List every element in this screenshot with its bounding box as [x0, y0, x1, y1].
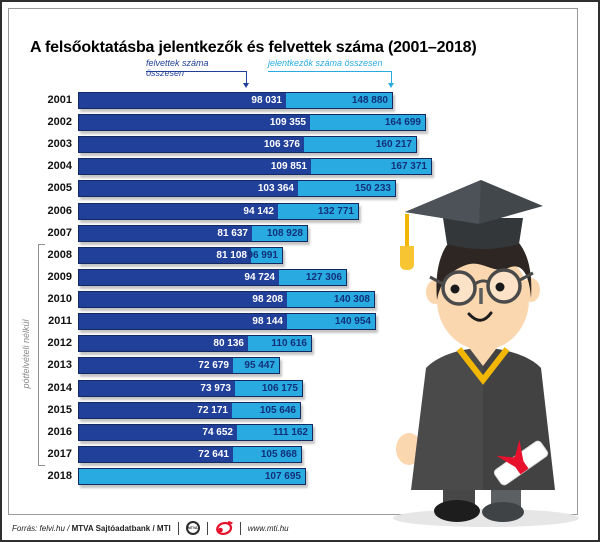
admitted-value: 109 355: [269, 117, 306, 128]
legend-applicants-label: jelentkezők száma összesen: [268, 58, 392, 72]
bar-chart: [8, 92, 448, 496]
year-label: 2016: [47, 426, 72, 438]
admitted-bar: [79, 181, 298, 196]
legend-admitted-arrowhead-icon: [243, 83, 249, 88]
applicants-bar: [78, 424, 313, 441]
admitted-value: 72 641: [198, 449, 229, 460]
applicants-value: 164 699: [384, 117, 421, 128]
admitted-value: 73 973: [200, 383, 231, 394]
applicants-value: 150 233: [354, 183, 391, 194]
admitted-value: 94 724: [244, 272, 275, 283]
applicants-value: 108 928: [266, 228, 303, 239]
chart-row: [8, 380, 303, 397]
admitted-bar: [79, 425, 237, 440]
chart-row: [8, 357, 280, 374]
chart-row: [8, 225, 308, 242]
footer-divider: [207, 522, 208, 535]
year-label: 2012: [47, 337, 72, 349]
cap-left-facet: [405, 180, 481, 224]
chart-row: [8, 424, 313, 441]
admitted-value: 72 171: [197, 405, 228, 416]
chart-row: [8, 136, 417, 153]
admitted-bar: [79, 358, 233, 373]
page-title: A felsőoktatásba jelentkezők és felvettek száma (2001–2018): [30, 38, 477, 56]
chart-row: [8, 446, 302, 463]
applicants-bar: [78, 269, 347, 286]
right-eye: [496, 283, 505, 292]
applicants-value: 132 771: [317, 206, 354, 217]
year-label: 2011: [48, 315, 72, 327]
chart-row: [8, 158, 432, 175]
year-label: 2018: [47, 470, 72, 482]
applicants-value: 140 954: [334, 316, 371, 327]
applicants-value: 127 306: [305, 272, 342, 283]
applicants-value: 111 162: [272, 427, 308, 438]
applicants-bar: [78, 468, 306, 485]
right-shoe: [482, 502, 524, 522]
year-label: 2006: [47, 205, 72, 217]
legend-admitted-label: felvettek száma összesen: [146, 58, 247, 72]
applicants-value: 140 308: [333, 294, 370, 305]
year-label: 2003: [47, 138, 72, 150]
admitted-value: 81 637: [217, 228, 248, 239]
applicants-bar: [78, 180, 396, 197]
source-bold: MTVA Sajtóadatbank / MTI: [69, 523, 171, 533]
applicants-value: 96 991: [247, 250, 278, 261]
applicants-value: 167 371: [390, 161, 427, 172]
applicants-bar: [78, 380, 303, 397]
tassel-icon: [400, 246, 414, 270]
chart-row: [8, 247, 283, 264]
admitted-value: 80 136: [213, 338, 244, 349]
applicants-value: 105 868: [260, 449, 297, 460]
applicants-value: 95 447: [244, 360, 275, 371]
admitted-bar: [79, 115, 310, 130]
chart-row: [8, 335, 312, 352]
chart-row: [8, 402, 301, 419]
admitted-value: 103 364: [257, 183, 294, 194]
year-label: 2002: [47, 116, 72, 128]
mtva-logo-icon: MTVA: [186, 521, 200, 535]
bracket-annotation: [38, 244, 45, 466]
year-label: 2007: [47, 227, 72, 239]
admitted-bar: [79, 403, 232, 418]
admitted-bar: [79, 93, 286, 108]
admitted-bar: [79, 447, 233, 462]
year-label: 2013: [47, 359, 72, 371]
applicants-bar: [78, 203, 359, 220]
admitted-value: 109 851: [270, 161, 307, 172]
year-label: 2004: [47, 160, 72, 172]
admitted-value: 81 108: [216, 250, 247, 261]
year-label: 2017: [47, 448, 72, 460]
chart-row: [8, 269, 347, 286]
chart-row: [8, 291, 375, 308]
applicants-bar: [78, 92, 393, 109]
admitted-bar: [79, 292, 287, 307]
applicants-bar: [78, 402, 301, 419]
graduate-illustration: [383, 172, 583, 532]
source-text: [12, 524, 171, 533]
admitted-bar: [79, 137, 304, 152]
applicants-value: 148 880: [351, 95, 388, 106]
chart-row: [8, 114, 426, 131]
legend-applicants-arrowhead-icon: [388, 83, 394, 88]
footer-divider: [178, 522, 179, 535]
applicants-bar: [78, 247, 283, 264]
footer-divider: [240, 522, 241, 535]
admitted-bar: [79, 226, 252, 241]
applicants-bar: [78, 114, 426, 131]
admitted-bar: [79, 336, 248, 351]
admitted-value: 98 144: [252, 316, 283, 327]
applicants-bar: [78, 357, 280, 374]
bracket-label: pótfelvételi nélkül: [21, 319, 31, 389]
applicants-value: 160 217: [375, 139, 412, 150]
year-label: 2014: [47, 382, 72, 394]
admitted-bar: [79, 314, 287, 329]
applicants-bar: [78, 136, 417, 153]
source-prefix: Forrás: felvi.hu /: [12, 523, 70, 533]
website-link: www.mti.hu: [247, 523, 289, 533]
applicants-bar: [78, 335, 312, 352]
year-label: 2015: [47, 404, 72, 416]
year-label: 2010: [47, 293, 72, 305]
admitted-bar: [79, 248, 251, 263]
year-label: 2008: [47, 249, 72, 261]
chart-row: [8, 313, 376, 330]
admitted-bar: [79, 204, 278, 219]
mti-logo-icon: [215, 520, 233, 536]
left-shoe: [434, 500, 480, 522]
admitted-bar: [79, 270, 279, 285]
applicants-bar: [78, 291, 375, 308]
applicants-bar: [78, 313, 376, 330]
admitted-value: 98 208: [252, 294, 283, 305]
footer: [12, 518, 289, 538]
graduate-svg: [383, 172, 583, 532]
applicants-value: 105 646: [259, 405, 296, 416]
applicants-bar: [78, 446, 302, 463]
admitted-value: 98 031: [251, 95, 282, 106]
chart-row: [8, 92, 393, 109]
admitted-bar: [79, 159, 311, 174]
year-label: 2005: [47, 182, 72, 194]
chart-row: [8, 203, 359, 220]
chart-row: [8, 468, 306, 485]
year-label: 2001: [47, 94, 72, 106]
applicants-bar: [78, 158, 432, 175]
chart-row: [8, 180, 396, 197]
applicants-value: 107 695: [264, 471, 301, 482]
admitted-value: 72 679: [198, 360, 229, 371]
year-label: 2009: [47, 271, 72, 283]
admitted-bar: [79, 381, 235, 396]
admitted-value: 106 376: [263, 139, 300, 150]
left-eye: [451, 285, 460, 294]
admitted-value: 74 652: [202, 427, 233, 438]
applicants-bar: [78, 225, 308, 242]
applicants-value: 106 175: [261, 383, 298, 394]
admitted-value: 94 142: [243, 206, 274, 217]
applicants-value: 110 616: [271, 338, 307, 349]
